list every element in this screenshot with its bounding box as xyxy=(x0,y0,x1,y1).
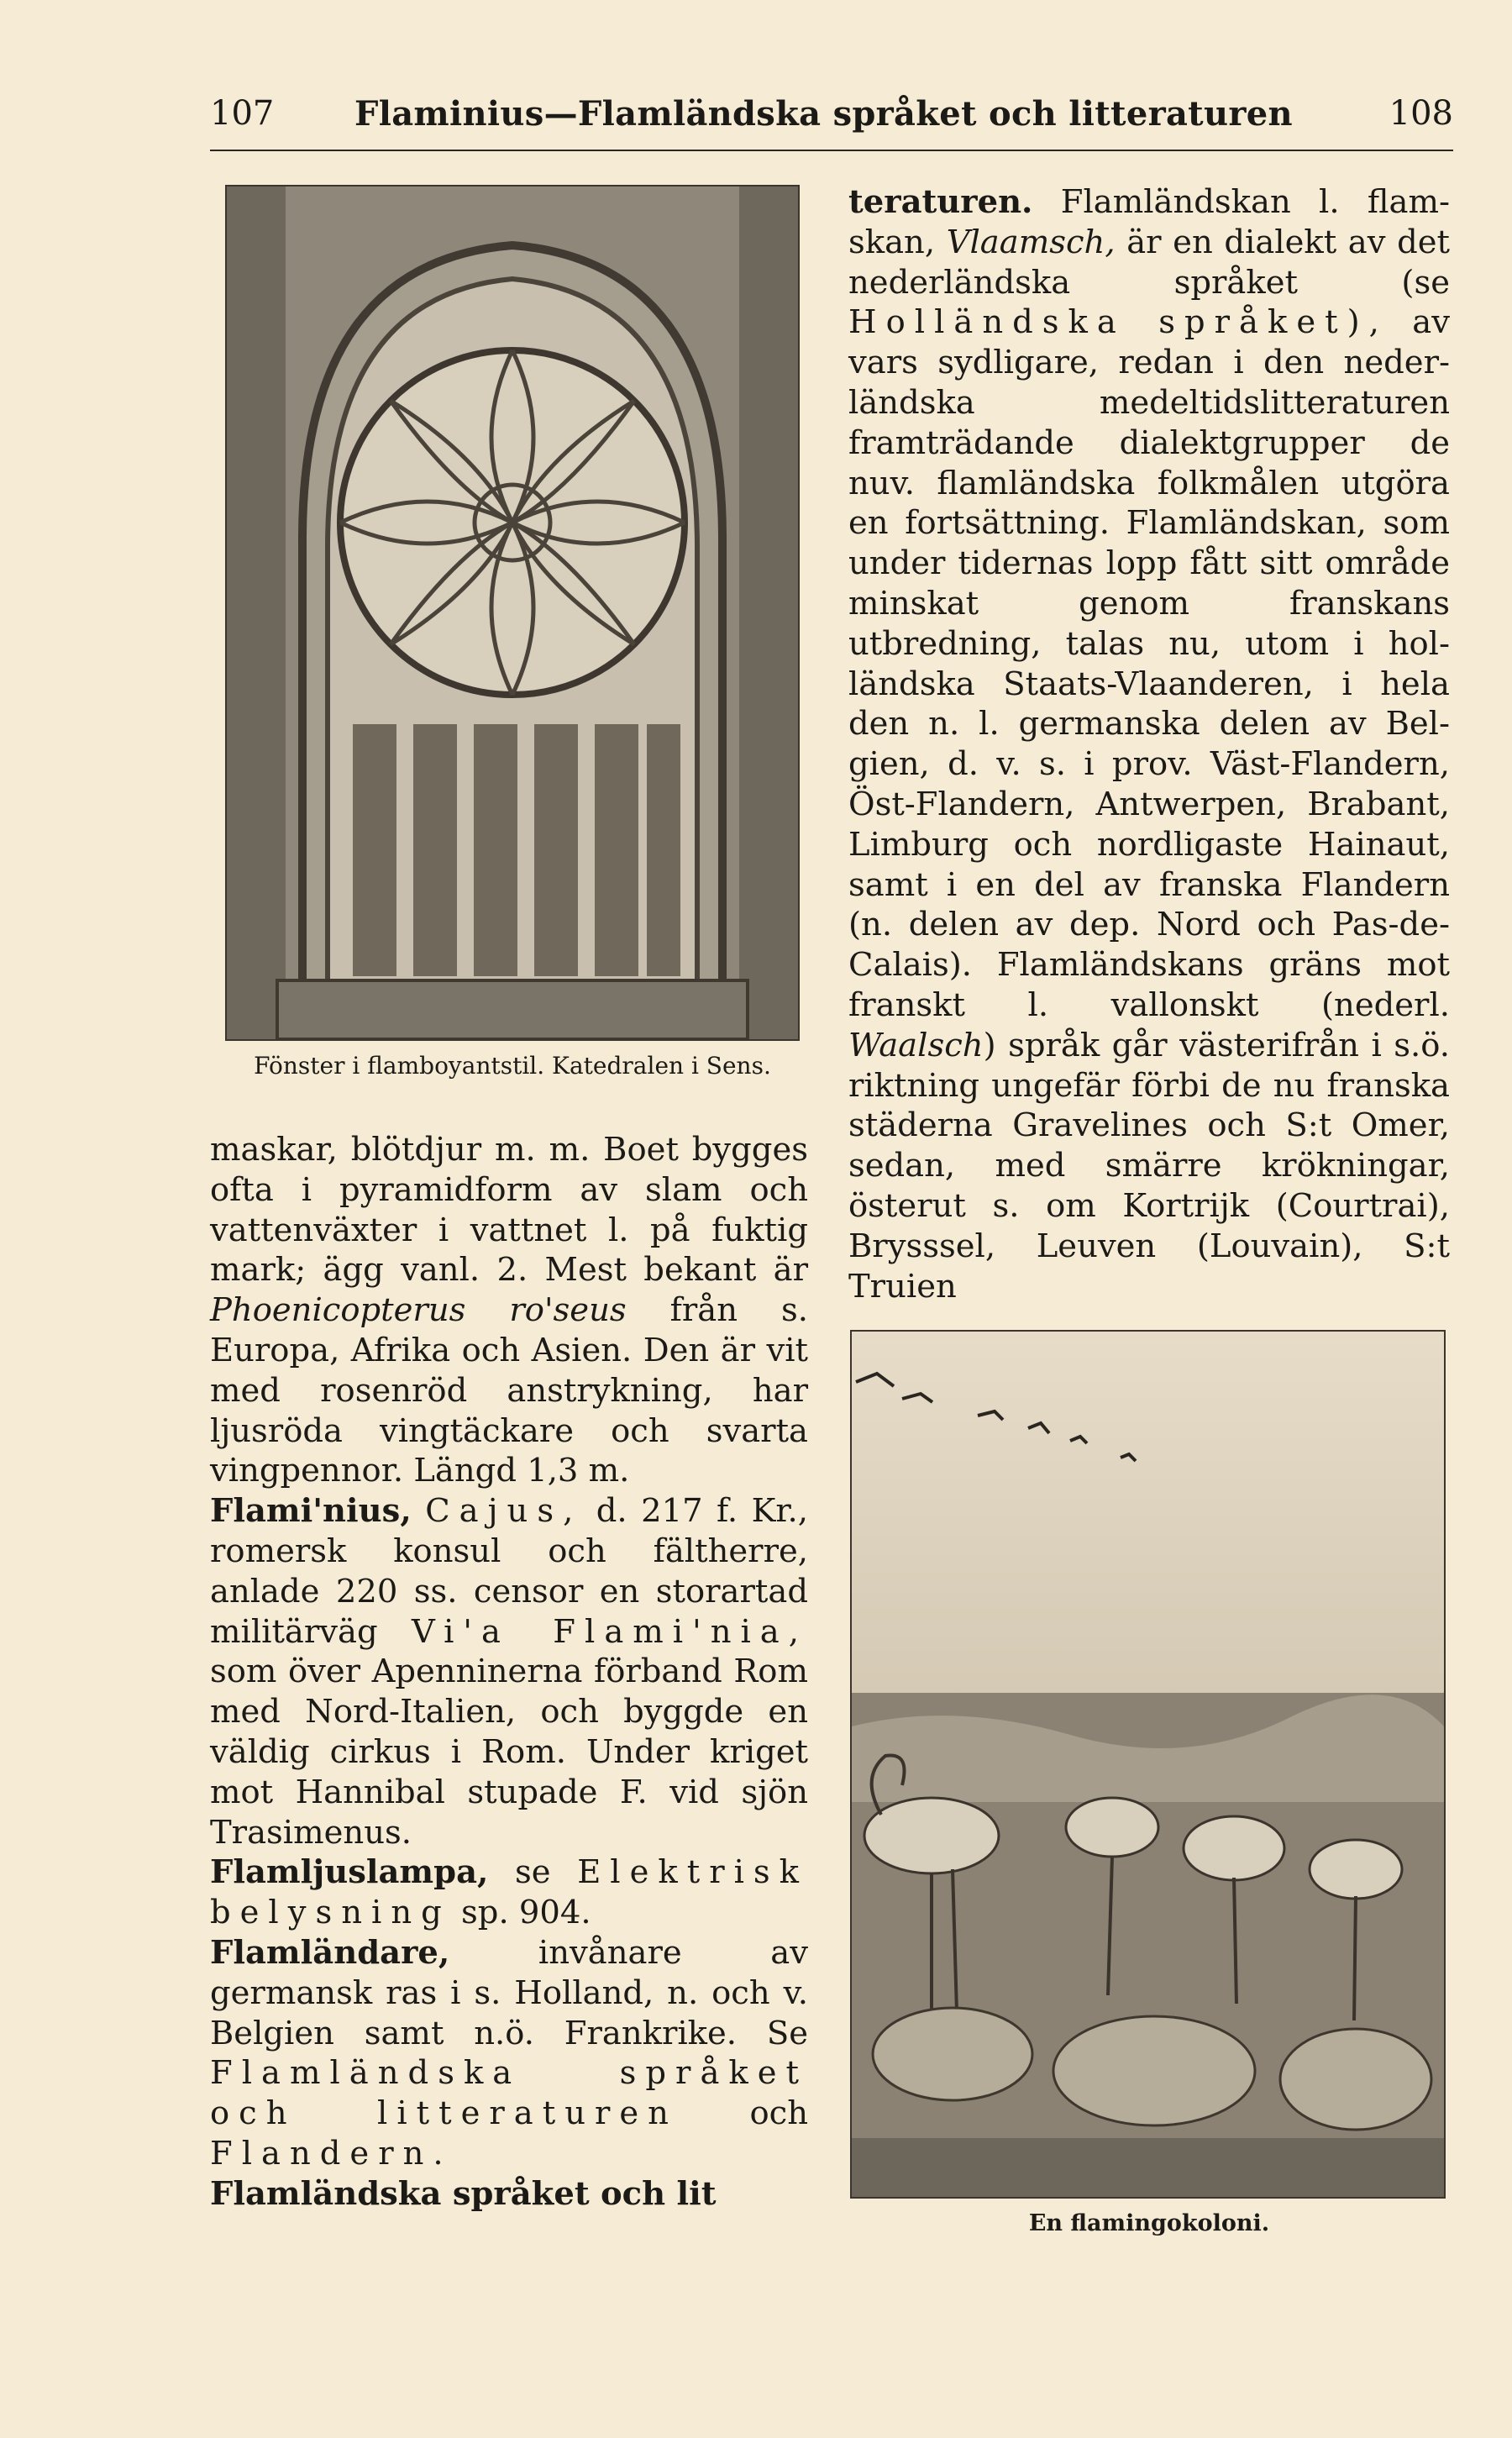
running-title: Flaminius—Flamländska språket och litteraturen xyxy=(354,94,1293,134)
entry-flamljuslampa: Flamljuslampa, se Elektrisk belysning sp. 904. xyxy=(210,1853,808,1932)
entry-flamlandska-body: teraturen. Flamländskan l. flamskan, Vlaamsch, är en dialekt av det nederländska språket (se Holländska språket), av vars sydligare, redan i den nederländska medeltidslitteraturen framträdande dialektgrupper de nuv. flamländska folkmålen utgöra en fortsättning. Flamländskan, som under tidernas lopp fått sitt område minskat genom franskans utbredning, talas nu, utom i holländska Staats-Vlaanderen, i hela den n. l. germanska delen av Belgien, d. v. s. i prov. Väst-Flandern, Öst-Flandern, Antwerpen, Brabant, Limburg och nordligaste Hainaut, samt i en del av franska Flandern (n. delen av dep. Nord och Pas-de-Calais). Flamländskans gräns mot franskt l. vallonskt (nederl. Waalsch) språk går västerifrån i s.ö. riktning ungefär förbi de nu franska städerna Gravelines och S:t Omer, sedan, med smärre krökningar, österut s. om Kortrijk (Courtrai), Brysssel, Leuven (Louvain), S:t Truien xyxy=(848,183,1450,1306)
entry-flamlandare: Flamländare, invånare av germansk ras i s. Holland, n. och v. Belgien samt n.ö. Frankrike. Se Flamländska språket och litteraturen och Flandern. xyxy=(210,1933,808,2173)
entry-flaminius: Flami'nius, Cajus, d. 217 f. Kr., romersk konsul och fältherre, anlade 220 ss. censor en storartad militärväg Vi'a Flami'nia, som över Apenninerna förband Rom med Nord-Italien, och byggde en väldig cirkus i Rom. Under kriget mot Hannibal stupade F. vid sjön Trasimenus. xyxy=(210,1492,808,1852)
header-rule xyxy=(210,150,1453,151)
rose-window-illustration xyxy=(227,187,798,1039)
figure-caption-window: Fönster i flamboyantstil. Katedralen i Sens. xyxy=(254,1052,771,1080)
rose-window-photo xyxy=(225,185,800,1041)
page-header xyxy=(210,94,1453,144)
page-number-left: 107 xyxy=(210,94,275,133)
entry-flamlandska-head: Flamländska språket och lit xyxy=(210,2174,717,2213)
figure-caption-flamingo: En flamingokoloni. xyxy=(1028,2210,1270,2236)
page-number-right: 108 xyxy=(1389,94,1453,133)
right-column xyxy=(848,182,1450,1306)
left-column xyxy=(210,1130,808,2215)
flamingo-paragraph: maskar, blötdjur m. m. Boet bygges ofta i pyramidform av slam och vattenväxter i vattnet l. på fuktig mark; ägg vanl. 2. Mest bekant är Phoenicopterus ro'seus från s. Europa, Afrika och Asien. Den är vit med rosenröd anstrykning, har ljusröda vingtäckare och svarta vingpennor. Längd 1,3 m. xyxy=(210,1131,808,1490)
flamingo-colony-photo xyxy=(850,1330,1446,2199)
flamingo-colony-illustration xyxy=(852,1332,1444,2197)
